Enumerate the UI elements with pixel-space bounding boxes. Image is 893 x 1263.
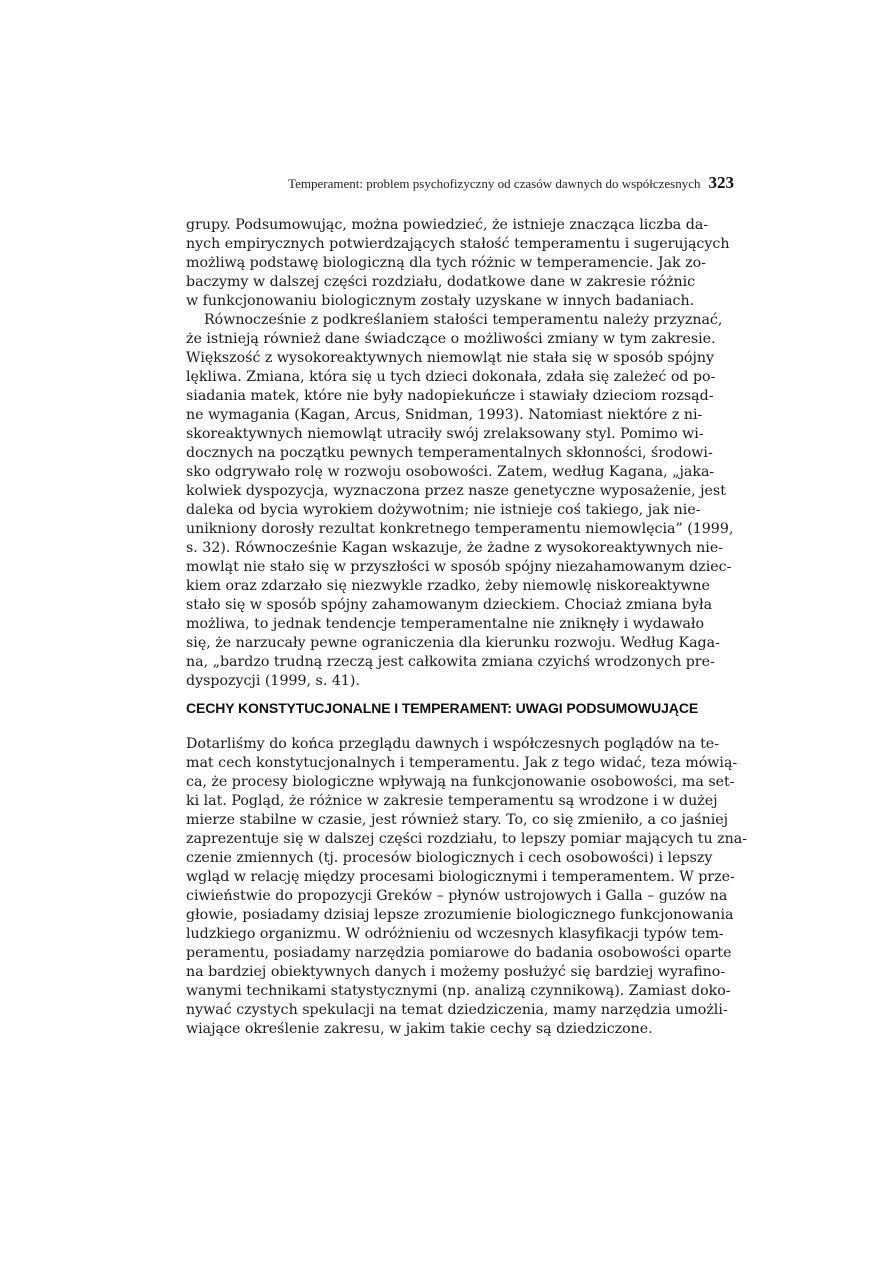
body-text-line: zaprezentuje się w dalszej części rozdziału, to lepszy pomiar mających tu zna- xyxy=(186,831,748,847)
body-text-line: ciwieństwie do propozycji Greków – płynów ustrojowych i Galla – guzów na xyxy=(186,888,728,904)
body-text-line: ca, że procesy biologiczne wpływają na funkcjonowanie osobowości, ma set- xyxy=(186,774,735,790)
body-text-line: stało się w sposób spójny zahamowanym dzieckiem. Chociaż zmiana była xyxy=(186,597,713,613)
body-text-line: Równocześnie z podkreślaniem stałości temperamentu należy przyznać, xyxy=(204,312,723,328)
body-text-line: kiem oraz zdarzało się niezwykle rzadko, żeby niemowlę niskoreaktywne xyxy=(186,578,710,594)
body-text-line: wgląd w relację między procesami biologicznymi i temperamentem. W prze- xyxy=(186,869,735,885)
running-title: Temperament: problem psychofizyczny od czasów dawnych do współczesnych xyxy=(288,176,701,191)
body-text-line: wanymi technikami statystycznymi (np. analizą czynnikową). Zamiast doko- xyxy=(186,983,731,999)
running-header xyxy=(186,173,734,195)
body-text-line: na bardziej obiektywnych danych i możemy posłużyć się bardziej wyrafino- xyxy=(186,964,726,980)
body-text-line: że istnieją również dane świadczące o możliwości zmiany w tym zakresie. xyxy=(186,331,716,347)
body-text-line: docznych na początku pewnych temperamentalnych skłonności, środowi- xyxy=(186,445,713,461)
body-text-line: dyspozycji (1999, s. 41). xyxy=(186,673,360,689)
body-text-line: nywać czystych spekulacji na temat dziedziczenia, mamy narzędzia umożli- xyxy=(186,1002,728,1018)
body-text-line: ludzkiego organizmu. W odróżnieniu od wczesnych klasyfikacji typów tem- xyxy=(186,926,724,942)
body-text-line: ki lat. Pogląd, że różnice w zakresie temperamentu są wrodzone i w dużej xyxy=(186,793,718,809)
body-text-line: Dotarliśmy do końca przeglądu dawnych i współczesnych poglądów na te- xyxy=(186,736,720,752)
body-text-line: grupy. Podsumowując, można powiedzieć, że istnieje znacząca liczba da- xyxy=(186,217,709,233)
body-text-line: głowie, posiadamy dzisiaj lepsze zrozumienie biologicznego funkcjonowania xyxy=(186,907,734,923)
body-text-line: na, „bardzo trudną rzeczą jest całkowita zmiana czyichś wrodzonych pre- xyxy=(186,654,715,670)
body-text-line: sko odgrywało rolę w rozwoju osobowości. Zatem, według Kagana, „jaka- xyxy=(186,464,715,480)
body-text-line: nych empirycznych potwierdzających stałość temperamentu i sugerujących xyxy=(186,236,730,252)
body-text-line: peramentu, posiadamy narzędzia pomiarowe do badania osobowości oparte xyxy=(186,945,732,961)
body-text-line: wiające określenie zakresu, w jakim takie cechy są dziedziczone. xyxy=(186,1021,653,1037)
page-number: 323 xyxy=(708,173,734,192)
body-text-line: czenie zmiennych (tj. procesów biologicznych i cech osobowości) i lepszy xyxy=(186,850,713,866)
body-text-line: się, że narzucały pewne ograniczenia dla kierunku rozwoju. Według Kaga- xyxy=(186,635,720,651)
body-text-line: mierze stabilne w czasie, jest również stary. To, co się zmieniło, a co jaśniej xyxy=(186,812,729,828)
body-text-line: możliwą podstawę biologiczną dla tych różnic w temperamencie. Jak zo- xyxy=(186,255,706,271)
body-text-line: ne wymagania (Kagan, Arcus, Snidman, 1993). Natomiast niektóre z ni- xyxy=(186,407,703,423)
body-text-line: s. 32). Równocześnie Kagan wskazuje, że żadne z wysokoreaktywnych nie- xyxy=(186,540,724,556)
body-text-line: Większość z wysokoreaktywnych niemowląt nie stała się w sposób spójny xyxy=(186,350,714,366)
body-text-line: skoreaktywnych niemowląt utraciły swój zrelaksowany styl. Pomimo wi- xyxy=(186,426,704,442)
section-heading: CECHY KONSTYTUCJONALNE I TEMPERAMENT: UWAGI PODSUMOWUJĄCE xyxy=(186,700,699,716)
body-text-line: siadania matek, które nie były nadopiekuńcze i stawiały dzieciom rozsąd- xyxy=(186,388,714,404)
body-text-line: unikniony dorosły rezultat konkretnego temperamentu niemowlęcia” (1999, xyxy=(186,521,734,537)
body-text-line: lękliwa. Zmiana, która się u tych dzieci dokonała, zdała się zależeć od po- xyxy=(186,369,716,385)
body-text-line: mowląt nie stało się w przyszłości w sposób spójny niezahamowanym dziec- xyxy=(186,559,732,575)
body-text-line: daleka od bycia wyrokiem dożywotnim; nie istnieje coś takiego, jak nie- xyxy=(186,502,701,518)
body-text-line: kolwiek dyspozycja, wyznaczona przez nasze genetyczne wyposażenie, jest xyxy=(186,483,726,499)
body-text-line: baczymy w dalszej części rozdziału, dodatkowe dane w zakresie różnic xyxy=(186,274,696,290)
body-text-line: możliwa, to jednak tendencje temperamentalne nie zniknęły i wydawało xyxy=(186,616,705,632)
body-text-line: w funkcjonowaniu biologicznym zostały uzyskane w innych badaniach. xyxy=(186,293,695,309)
body-text-line: mat cech konstytucjonalnych i temperamentu. Jak z tego widać, teza mówią- xyxy=(186,755,738,771)
